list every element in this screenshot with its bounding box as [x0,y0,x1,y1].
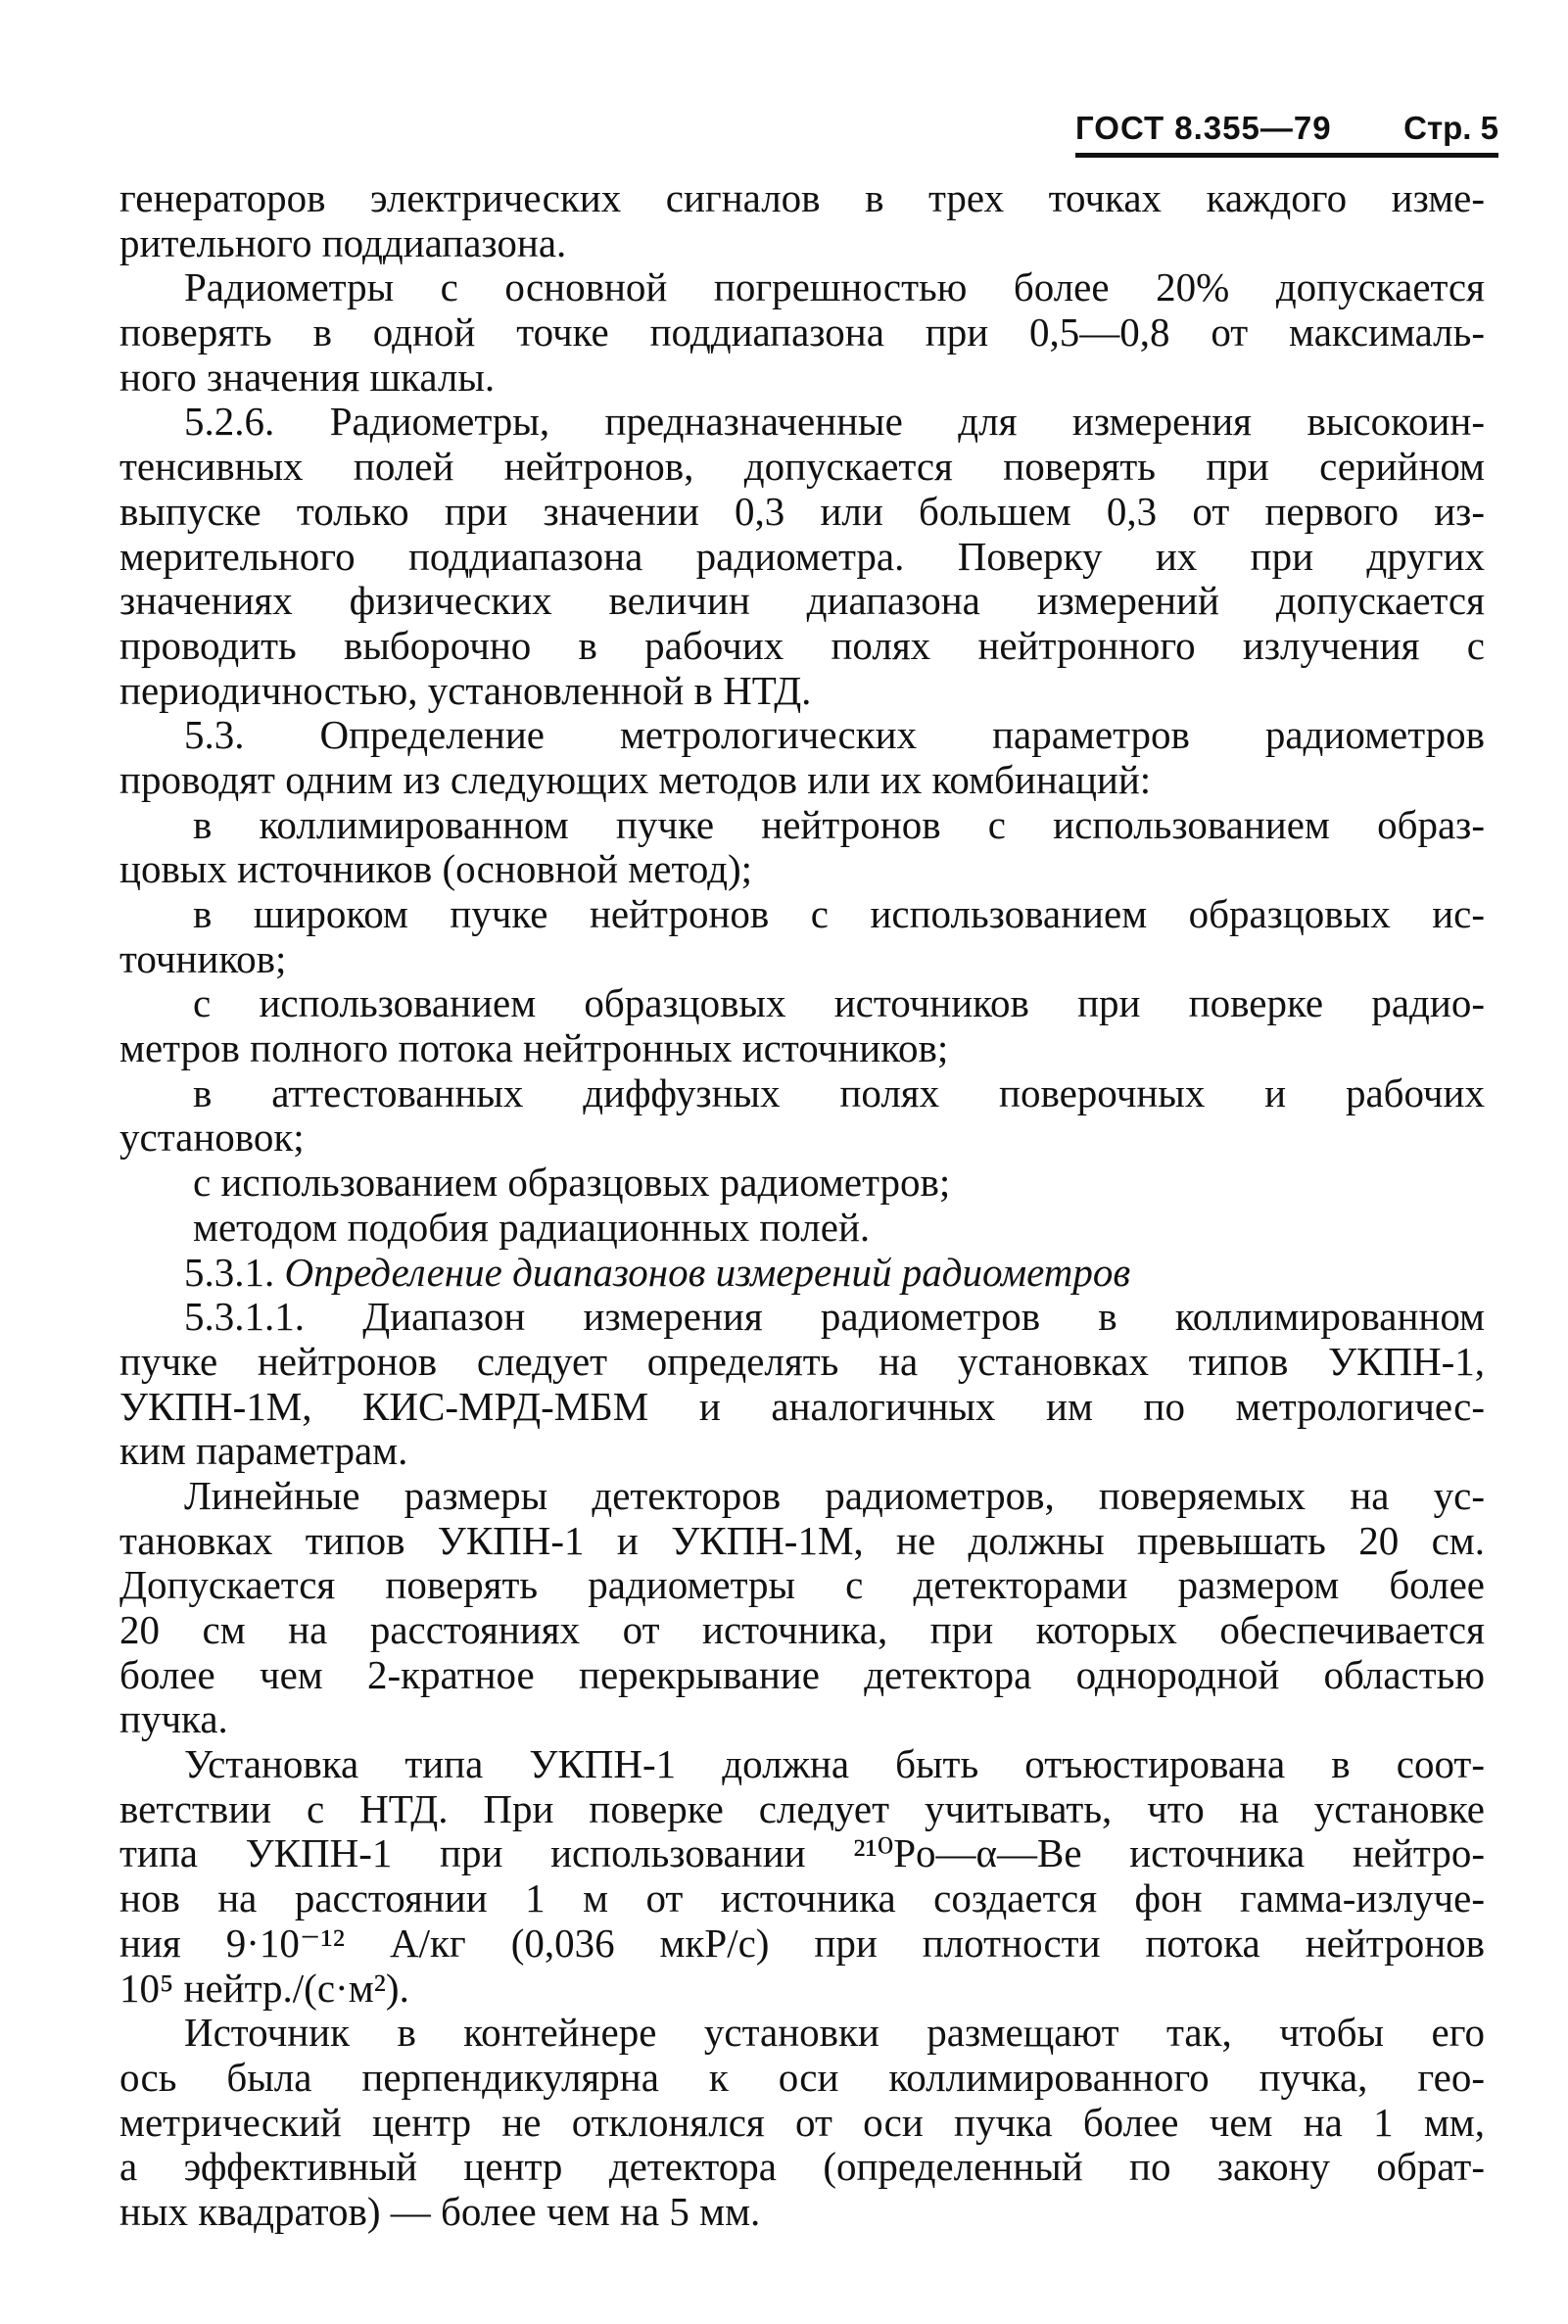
text-line: проводят одним из следующих методов или их комбинаций: [119,756,1152,802]
text-line: Источник в контейнере установки размещают так, чтобы его [184,2010,1485,2056]
page-header [1075,102,1498,161]
text-line: поверять в одной точке поддиапазона при 0,5—0,8 от максималь- [119,309,1485,356]
text-line: генераторов электрических сигналов в трех точках каждого изме- [119,175,1485,220]
text-line: установок; [119,1115,305,1161]
text-line: тановках типов УКПН-1 и УКПН-1М, не должны превышать 20 см. [119,1517,1485,1563]
text-line: УКПН-1М, КИС-МРД-МБМ и аналогичных им по метрологичес- [119,1383,1485,1429]
text-line: проводить выборочно в рабочих полях нейтронного излучения с [119,622,1485,668]
text-line: Линейные размеры детекторов радиометров, поверяемых на ус- [184,1472,1485,1518]
text-line: значениях физических величин диапазона измерений допускается [119,578,1485,624]
text-line: ных квадратов) — более чем на 5 мм. [119,2188,761,2234]
text-line: мерительного поддиапазона радиометра. Поверку их при других [119,533,1485,579]
text-line: Допускается поверять радиометры с детекторами размером более [119,1562,1485,1608]
text-line: в аттестованных диффузных полях поверочных и рабочих [193,1069,1485,1115]
text-line: в широком пучке нейтронов с использованием образцовых ис- [193,891,1485,936]
text-line: 5.3.1. Определение диапазонов измерений радиометров [184,1249,1131,1295]
text-line: ния 9·10⁻¹² А/кг (0,036 мкР/с) при плотности потока нейтронов [119,1920,1485,1966]
page-number: Стр. 5 [1403,110,1498,146]
text-line: с использованием образцовых радиометров; [193,1160,951,1206]
text-line: типа УКПН-1 при использовании ²¹⁰Po—α—Be источника нейтро- [119,1830,1485,1876]
text-line: в коллимированном пучке нейтронов с использованием образ- [193,801,1485,847]
text-line: более чем 2-кратное перекрывание детектора однородной областью [119,1651,1485,1697]
text-line: с использованием образцовых источников при поверке радио- [193,980,1485,1026]
text-line: точников; [119,935,287,981]
text-line: цовых источников (основной метод); [119,846,753,892]
text-line: 5.2.6. Радиометры, предназначенные для измерения высокоин- [184,399,1485,445]
text-line: рительного поддиапазона. [119,219,567,265]
text-line: периодичностью, установленной в НТД. [119,667,812,713]
text-line: методом подобия радиационных полей. [193,1204,871,1250]
body-text [119,176,1485,2235]
text-line: 10⁵ нейтр./(с·м²). [119,1965,409,2011]
text-line: ким параметрам. [119,1428,408,1474]
text-line: Установка типа УКПН-1 должна быть отъюстирована в соот- [184,1741,1485,1787]
text-line: ось была перпендикулярна к оси коллимированного пучка, гео- [119,2054,1485,2100]
standard-number: ГОСТ 8.355—79 [1075,110,1332,146]
text-line: 5.3. Определение метрологических параметров радиометров [184,712,1485,758]
text-line: пучке нейтронов следует определять на установках типов УКПН-1, [119,1338,1485,1384]
text-line: а эффективный центр детектора (определенный по закону обрат- [119,2144,1485,2190]
text-line: пучка. [119,1696,228,1742]
header-rule [1075,153,1498,158]
text-line: метрический центр не отклонялся от оси пучка более чем на 1 мм, [119,2099,1485,2145]
text-line: ветствии с НТД. При поверке следует учитывать, что на установке [119,1785,1485,1831]
text-line: метров полного потока нейтронных источников; [119,1025,949,1071]
text-line: Радиометры с основной погрешностью более 20% допускается [184,264,1485,310]
text-line: 5.3.1.1. Диапазон измерения радиометров в коллимированном [184,1294,1485,1340]
text-line: 20 см на расстояниях от источника, при которых обеспечивается [119,1607,1485,1652]
text-line: выпуске только при значении 0,3 или большем 0,3 от первого из- [119,488,1485,534]
text-line: ного значения шкалы. [119,354,496,400]
text-line: нов на расстоянии 1 м от источника создается фон гамма-излуче- [119,1875,1485,1921]
text-line: тенсивных полей нейтронов, допускается поверять при серийном [119,444,1485,490]
italic-heading: Определение диапазонов измерений радиометров [284,1249,1131,1295]
